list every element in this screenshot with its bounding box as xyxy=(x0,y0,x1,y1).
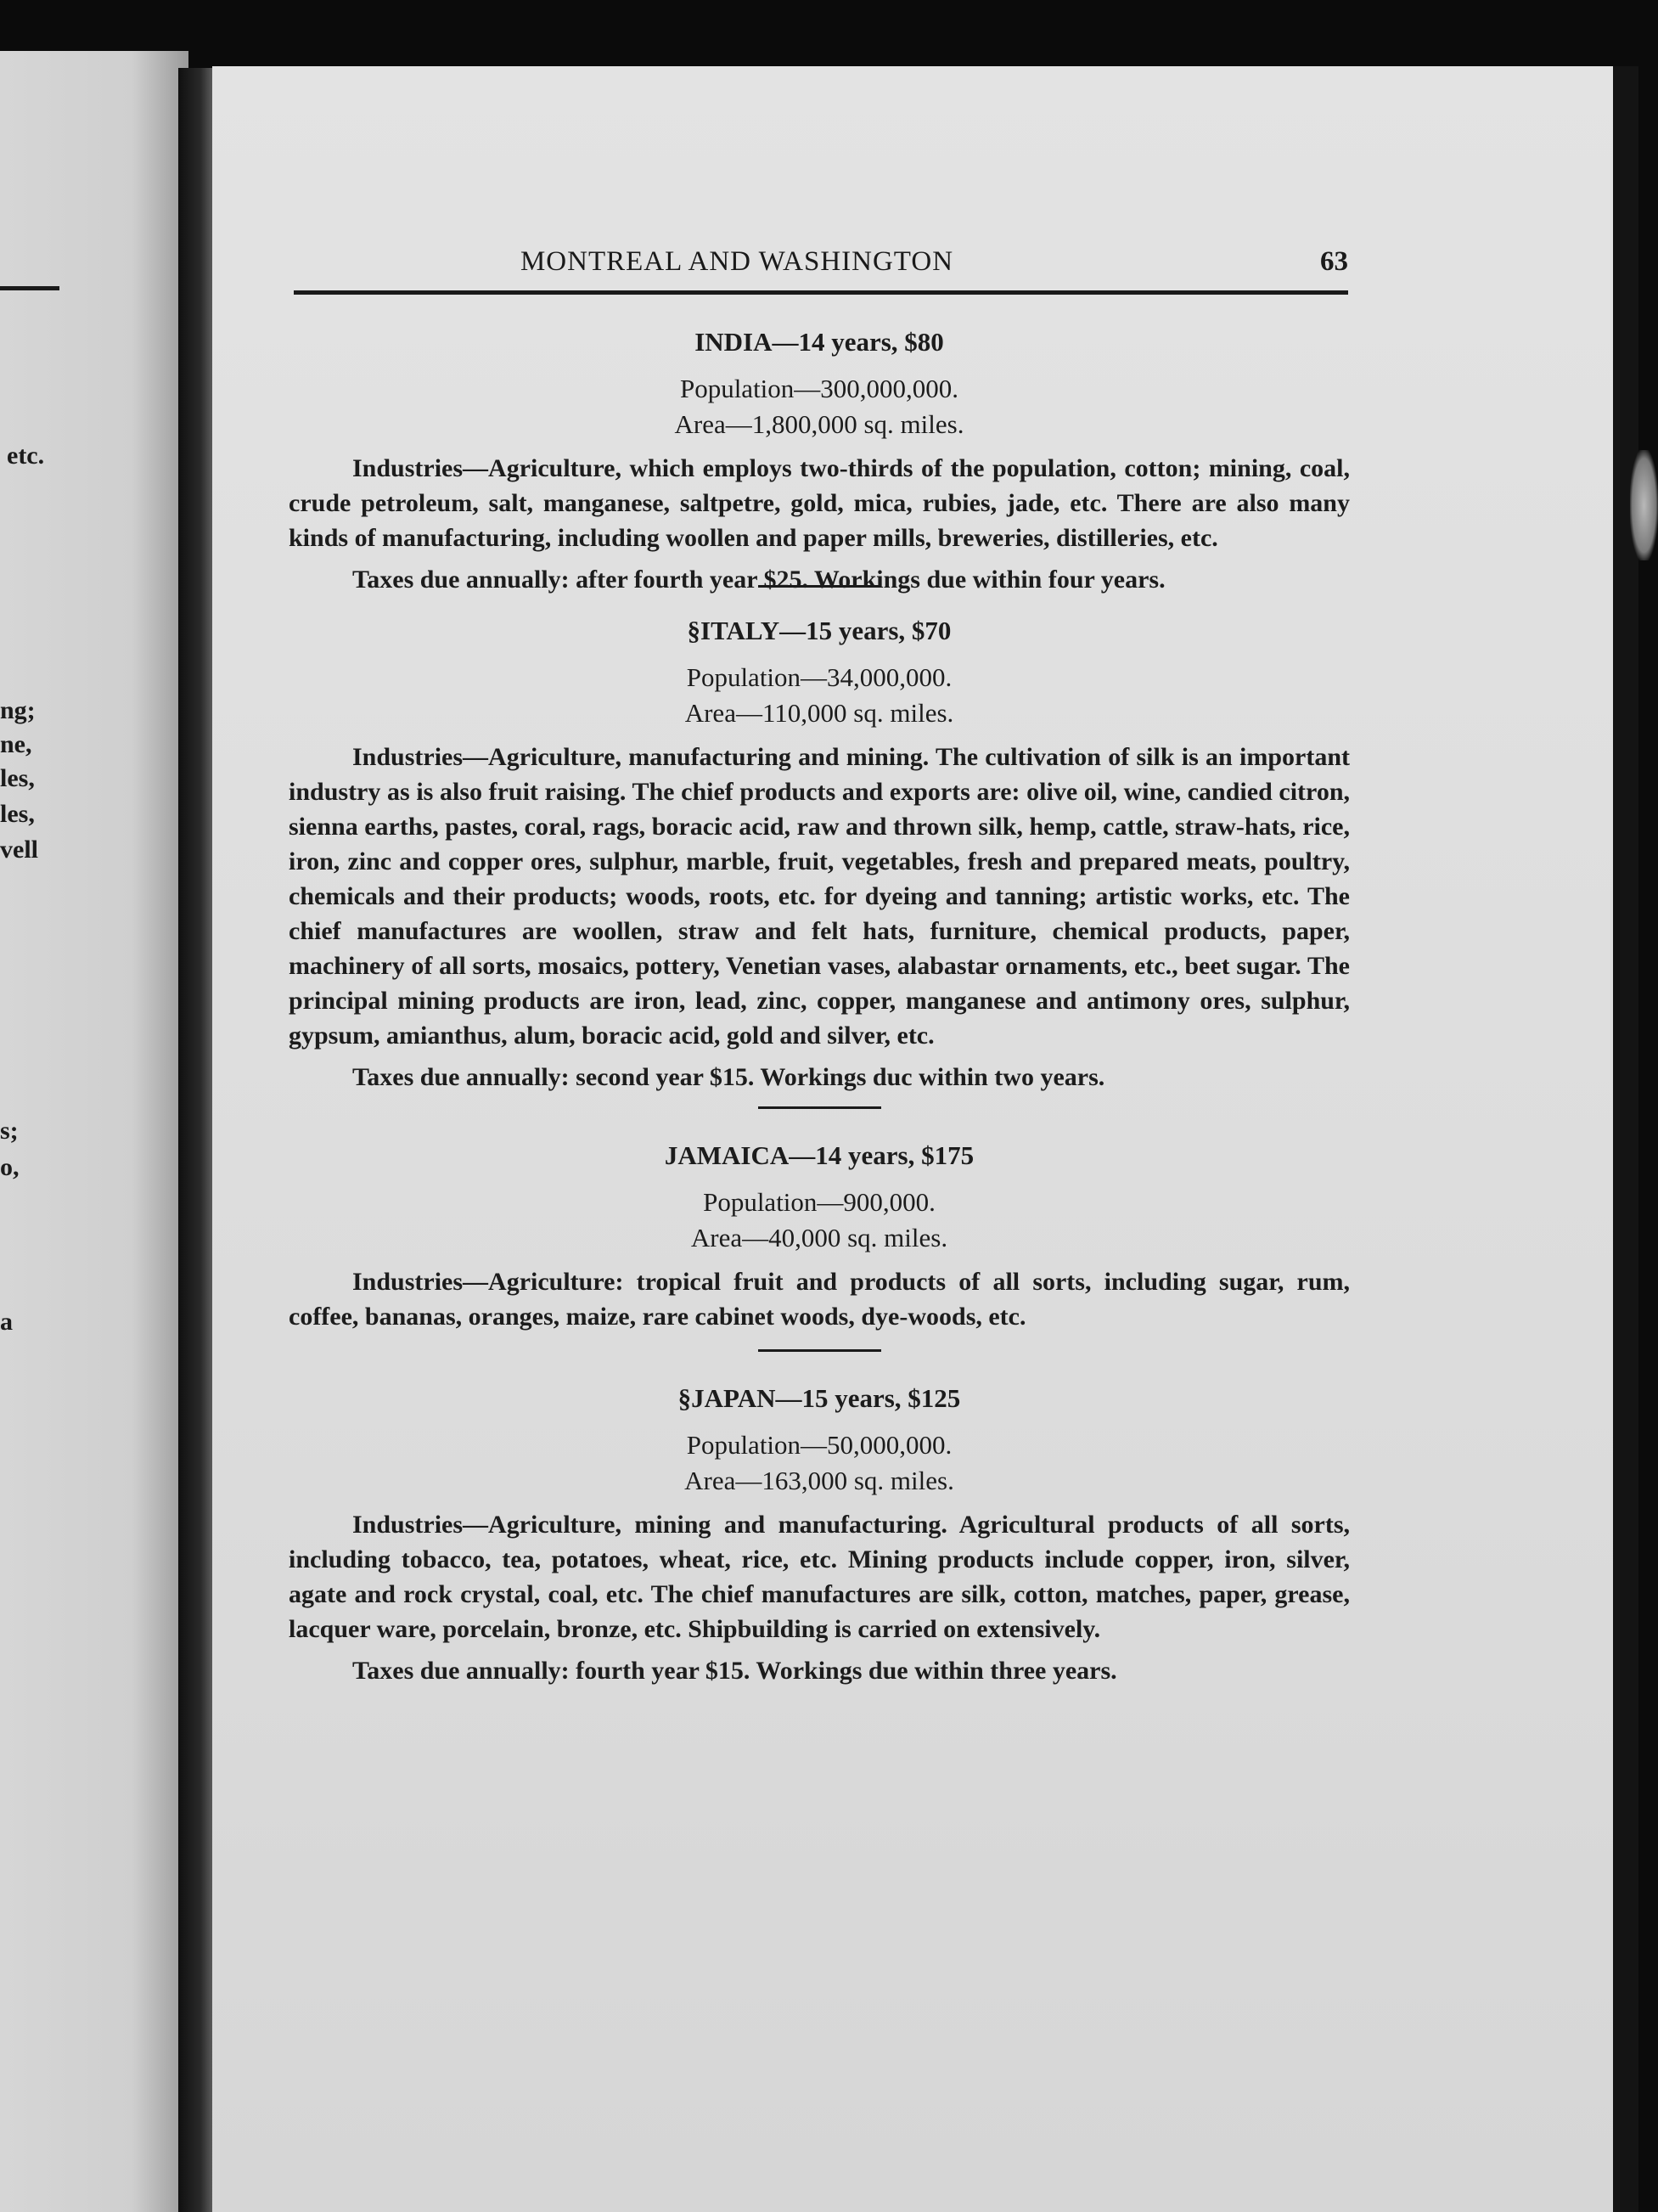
population: Population—50,000,000. xyxy=(686,1430,953,1460)
left-page-text: a xyxy=(0,1308,13,1336)
area: Area—1,800,000 sq. miles. xyxy=(674,409,964,439)
entry-title: §ITALY—15 years, $70 xyxy=(687,616,952,645)
left-page-fragment xyxy=(0,51,188,2212)
entry-india xyxy=(289,324,1350,597)
page-content xyxy=(289,324,1350,1688)
left-page-rule xyxy=(0,286,59,290)
population: Population—300,000,000. xyxy=(679,374,959,403)
population: Population—34,000,000. xyxy=(686,662,953,692)
industries-paragraph: Industries—Agriculture, mining and manufacturing. Agricultural products of all sorts, including tobacco, tea, potatoes, wheat, rice, etc. Mining products include copper, iron, silver, agate and rock crystal, coal, etc. The chief manufactures are silk, cotton, matches, paper, grease, lacquer ware, porcelain, bronze, etc. Shipbuilding is carried on extensively. xyxy=(289,1511,1350,1643)
taxes-paragraph: Taxes due annually: fourth year $15. Workings due within three years. xyxy=(352,1657,1117,1685)
scan-artifact xyxy=(1630,450,1658,560)
left-page-text: s; xyxy=(0,1117,19,1145)
left-page-text: o, xyxy=(0,1153,20,1181)
industries-paragraph: Industries—Agriculture, which employs two-thirds of the population, cotton; mining, coal, crude petroleum, salt, manganese, saltpetre, gold, mica, rubies, jade, etc. There are also many kinds of manufacturing, including woollen and paper mills, breweries, distilleries, etc. xyxy=(289,454,1350,552)
running-header xyxy=(295,246,1348,295)
section-divider xyxy=(758,1106,881,1109)
header-rule xyxy=(294,290,1348,295)
area: Area—110,000 sq. miles. xyxy=(684,698,954,728)
left-page-text: ne, xyxy=(0,730,32,758)
left-page-text: les, xyxy=(0,800,35,828)
left-page-text: les, xyxy=(0,764,35,792)
left-page-text: ng; xyxy=(0,696,36,724)
industries-paragraph: Industries—Agriculture: tropical fruit and products of all sorts, including sugar, rum, coffee, bananas, oranges, maize, rare cabinet woods, dye-woods, etc. xyxy=(289,1268,1350,1331)
entry-italy xyxy=(289,613,1350,1095)
section-divider xyxy=(758,1349,881,1352)
population: Population—900,000. xyxy=(703,1187,936,1217)
page-number: 63 xyxy=(1320,246,1348,277)
entry-title: INDIA—14 years, $80 xyxy=(694,327,944,357)
left-page-text: vell xyxy=(0,836,38,864)
left-page-text: etc. xyxy=(7,442,45,470)
running-title: MONTREAL AND WASHINGTON xyxy=(520,246,954,277)
page-edge-shadow xyxy=(1613,66,1638,2212)
entry-title: JAMAICA—14 years, $175 xyxy=(664,1140,975,1170)
industries-paragraph: Industries—Agriculture, manufacturing and mining. The cultivation of silk is an important industry as is also fruit raising. The chief products and exports are: olive oil, wine, candied citron, sienna earths, pastes, coral, rags, boracic acid, raw and thrown silk, hemp, cattle, straw-hats, rice, iron, zinc and copper ores, sulphur, marble, fruit, vegetables, fresh and prepared meats, poultry, chemicals and their products; woods, roots, etc. for dyeing and tanning; artistic works, etc. The chief manufactures are woollen, straw and felt hats, furniture, chemical products, paper, machinery of all sorts, mosaics, pottery, Venetian vases, alabastar ornaments, etc., beet sugar. The principal mining products are iron, lead, zinc, copper, manganese and antimony ores, sulphur, gypsum, amianthus, alum, boracic acid, gold and silver, etc. xyxy=(289,743,1350,1050)
taxes-paragraph: Taxes due annually: second year $15. Workings duc within two years. xyxy=(352,1063,1105,1091)
entry-japan xyxy=(289,1381,1350,1688)
area: Area—40,000 sq. miles. xyxy=(690,1223,948,1252)
entry-title: §JAPAN—15 years, $125 xyxy=(677,1383,961,1413)
entry-jamaica xyxy=(289,1138,1350,1334)
taxes-paragraph: Taxes due annually: after fourth year $25. Workings due within four years. xyxy=(352,566,1166,594)
area: Area—163,000 sq. miles. xyxy=(684,1466,954,1495)
